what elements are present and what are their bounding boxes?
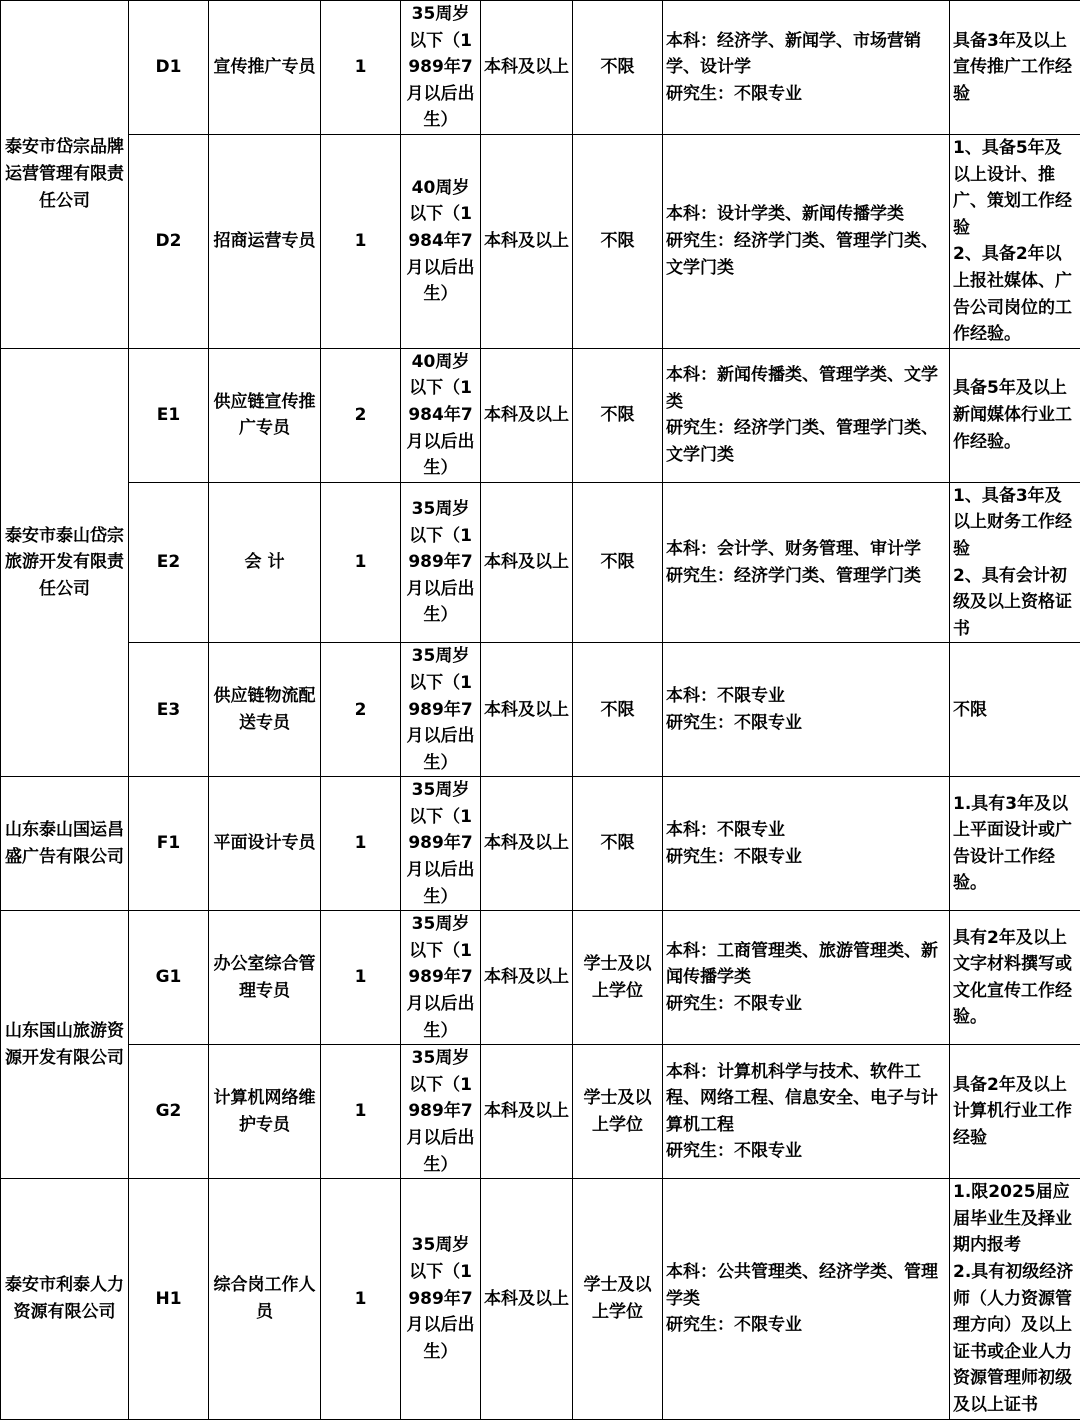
age-requirement: 35周岁以下（1989年7月以后出生）: [401, 482, 481, 643]
major-graduate: 研究生：经济学门类、管理学门类: [666, 563, 946, 590]
major-graduate: 研究生：不限专业: [666, 710, 946, 737]
major-graduate: 研究生：不限专业: [666, 81, 946, 108]
major-undergrad: 本科：设计学类、新闻传播学类: [666, 201, 946, 228]
major-undergrad: 本科：经济学、新闻学、市场营销学、设计学: [666, 28, 946, 81]
position-code: E2: [129, 482, 209, 643]
degree-requirement: 不限: [573, 348, 663, 482]
other-requirement: [950, 777, 1080, 911]
hire-count: 1: [321, 135, 401, 349]
position-code: G1: [129, 911, 209, 1045]
requirement-line: 2、具备2年以上报社媒体、广告公司岗位的工作经验。: [953, 241, 1077, 347]
other-requirement: [950, 1179, 1080, 1419]
degree-requirement: 不限: [573, 777, 663, 911]
requirement-line: 2.具有初级经济师（人力资源管理方向）及以上证书或企业人力资源管理师初级及以上证书: [953, 1259, 1077, 1419]
table-row: [1, 482, 1080, 643]
requirement-line: 1、具备5年及以上设计、推广、策划工作经验: [953, 135, 1077, 241]
major-graduate: 研究生：不限专业: [666, 991, 946, 1018]
age-requirement: 40周岁以下（1984年7月以后出生）: [401, 135, 481, 349]
degree-requirement: 不限: [573, 482, 663, 643]
age-requirement: 35周岁以下（1989年7月以后出生）: [401, 777, 481, 911]
position-name: 综合岗工作人员: [209, 1179, 321, 1419]
other-requirement: [950, 348, 1080, 482]
education-requirement: 本科及以上: [481, 1045, 573, 1179]
company-cell: 山东泰山国运昌盛广告有限公司: [1, 777, 129, 911]
age-requirement: 35周岁以下（1989年7月以后出生）: [401, 1179, 481, 1419]
table-row: [1, 1045, 1080, 1179]
table-row: [1, 348, 1080, 482]
position-name: 会 计: [209, 482, 321, 643]
requirement-line: 具备3年及以上宣传推广工作经验: [953, 28, 1077, 108]
other-requirement: [950, 911, 1080, 1045]
position-name: 供应链物流配送专员: [209, 643, 321, 777]
company-cell: 泰安市利泰人力资源有限公司: [1, 1179, 129, 1419]
degree-requirement: 学士及以上学位: [573, 1045, 663, 1179]
other-requirement: [950, 135, 1080, 349]
degree-requirement: 学士及以上学位: [573, 911, 663, 1045]
major-graduate: 研究生：经济学门类、管理学门类、文学门类: [666, 228, 946, 281]
table-row: [1, 643, 1080, 777]
position-name: 平面设计专员: [209, 777, 321, 911]
requirement-line: 2、具有会计初级及以上资格证书: [953, 563, 1077, 643]
major-requirement: [663, 643, 950, 777]
hire-count: 1: [321, 1045, 401, 1179]
position-name: 办公室综合管理专员: [209, 911, 321, 1045]
hire-count: 2: [321, 348, 401, 482]
requirement-line: 具备2年及以上计算机行业工作经验: [953, 1072, 1077, 1152]
education-requirement: 本科及以上: [481, 911, 573, 1045]
education-requirement: 本科及以上: [481, 482, 573, 643]
education-requirement: 本科及以上: [481, 777, 573, 911]
other-requirement: [950, 1, 1080, 135]
table-row: [1, 1, 1080, 135]
hire-count: 1: [321, 1179, 401, 1419]
requirement-line: 1、具备3年及以上财务工作经验: [953, 483, 1077, 563]
major-requirement: [663, 1179, 950, 1419]
age-requirement: 35周岁以下（1989年7月以后出生）: [401, 1045, 481, 1179]
company-cell: 泰安市泰山岱宗旅游开发有限责任公司: [1, 348, 129, 777]
position-code: D1: [129, 1, 209, 135]
requirement-line: 1.具有3年及以上平面设计或广告设计工作经验。: [953, 791, 1077, 897]
hire-count: 1: [321, 911, 401, 1045]
age-requirement: 40周岁以下（1984年7月以后出生）: [401, 348, 481, 482]
major-graduate: 研究生：不限专业: [666, 1138, 946, 1165]
hire-count: 1: [321, 777, 401, 911]
major-undergrad: 本科：工商管理类、旅游管理类、新闻传播学类: [666, 938, 946, 991]
age-requirement: 35周岁以下（1989年7月以后出生）: [401, 1, 481, 135]
table-row: [1, 911, 1080, 1045]
degree-requirement: 学士及以上学位: [573, 1179, 663, 1419]
major-graduate: 研究生：不限专业: [666, 844, 946, 871]
major-graduate: 研究生：经济学门类、管理学门类、文学门类: [666, 415, 946, 468]
position-code: D2: [129, 135, 209, 349]
major-requirement: [663, 911, 950, 1045]
age-requirement: 35周岁以下（1989年7月以后出生）: [401, 911, 481, 1045]
major-requirement: [663, 1045, 950, 1179]
position-code: E3: [129, 643, 209, 777]
position-name: 供应链宣传推广专员: [209, 348, 321, 482]
major-undergrad: 本科：公共管理类、经济学类、管理学类: [666, 1259, 946, 1312]
other-requirement: [950, 482, 1080, 643]
major-requirement: [663, 482, 950, 643]
requirement-line: 不限: [953, 697, 1077, 724]
education-requirement: 本科及以上: [481, 1, 573, 135]
company-cell: 泰安市岱宗品牌运营管理有限责任公司: [1, 1, 129, 349]
requirement-line: 具有2年及以上文字材料撰写或文化宣传工作经验。: [953, 925, 1077, 1031]
major-graduate: 研究生：不限专业: [666, 1312, 946, 1339]
education-requirement: 本科及以上: [481, 1179, 573, 1419]
major-requirement: [663, 135, 950, 349]
major-requirement: [663, 1, 950, 135]
major-undergrad: 本科：计算机科学与技术、软件工程、网络工程、信息安全、电子与计算机工程: [666, 1059, 946, 1139]
degree-requirement: 不限: [573, 643, 663, 777]
hire-count: 2: [321, 643, 401, 777]
major-requirement: [663, 348, 950, 482]
hire-count: 1: [321, 1, 401, 135]
degree-requirement: 不限: [573, 135, 663, 349]
major-undergrad: 本科：不限专业: [666, 683, 946, 710]
education-requirement: 本科及以上: [481, 348, 573, 482]
position-name: 计算机网络维护专员: [209, 1045, 321, 1179]
education-requirement: 本科及以上: [481, 135, 573, 349]
position-code: F1: [129, 777, 209, 911]
major-undergrad: 本科：新闻传播类、管理学类、文学类: [666, 362, 946, 415]
major-undergrad: 本科：不限专业: [666, 817, 946, 844]
hire-count: 1: [321, 482, 401, 643]
table-row: [1, 135, 1080, 349]
company-cell: 山东国山旅游资源开发有限公司: [1, 911, 129, 1179]
table-row: [1, 1179, 1080, 1419]
degree-requirement: 不限: [573, 1, 663, 135]
major-requirement: [663, 777, 950, 911]
requirement-line: 1.限2025届应届毕业生及择业期内报考: [953, 1179, 1077, 1259]
major-undergrad: 本科：会计学、财务管理、审计学: [666, 536, 946, 563]
requirement-line: 具备5年及以上新闻媒体行业工作经验。: [953, 375, 1077, 455]
table-row: [1, 777, 1080, 911]
position-name: 宣传推广专员: [209, 1, 321, 135]
position-name: 招商运营专员: [209, 135, 321, 349]
position-code: G2: [129, 1045, 209, 1179]
education-requirement: 本科及以上: [481, 643, 573, 777]
position-code: E1: [129, 348, 209, 482]
other-requirement: [950, 1045, 1080, 1179]
age-requirement: 35周岁以下（1989年7月以后出生）: [401, 643, 481, 777]
position-code: H1: [129, 1179, 209, 1419]
other-requirement: [950, 643, 1080, 777]
